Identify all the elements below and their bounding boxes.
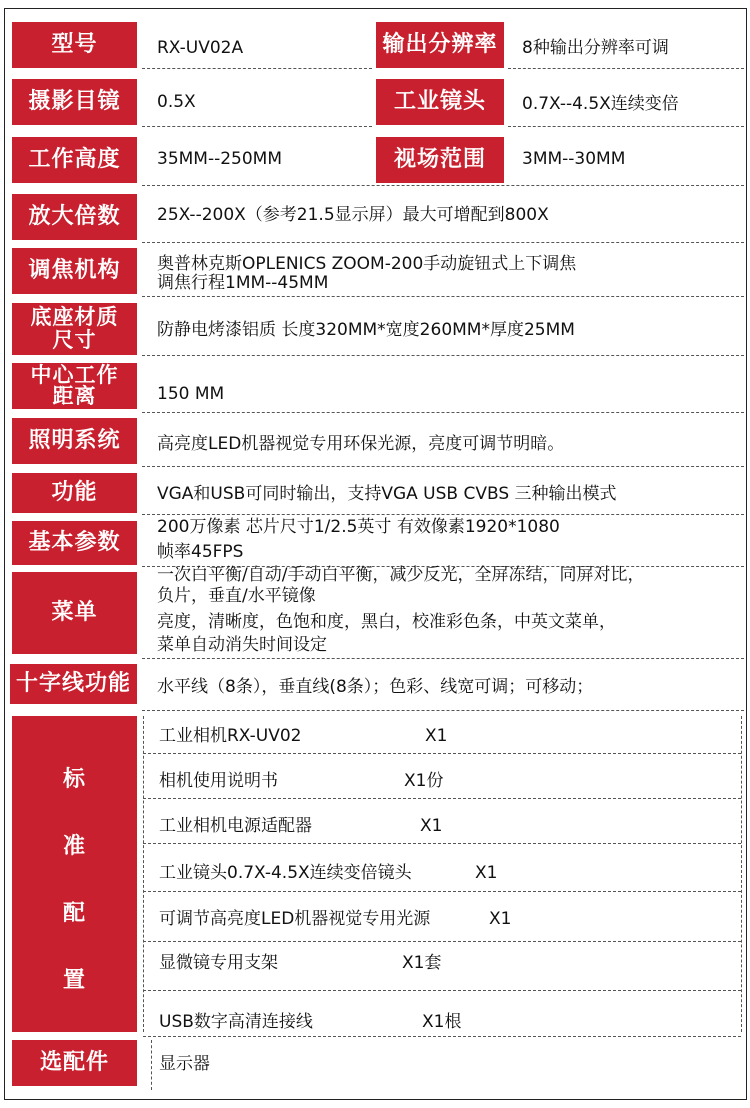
divider xyxy=(142,68,372,69)
divider xyxy=(143,990,741,991)
value-basic-params-line2: 帧率45FPS xyxy=(157,542,244,562)
divider-vertical xyxy=(741,716,742,1032)
label-center-distance-line2: 距离 xyxy=(52,384,97,408)
label-base-material-line2: 尺寸 xyxy=(52,328,97,352)
value-focus-line1: 奥普林克斯OPLENICS ZOOM-200手动旋钮式上下调焦 xyxy=(157,254,577,274)
value-menu-line3: 亮度，清晰度，色饱和度，黑白，校准彩色条，中英文菜单， xyxy=(157,612,616,632)
standard-item-name: USB数字高清连接线 xyxy=(159,1012,313,1032)
divider xyxy=(142,412,744,413)
value-optional: 显示器 xyxy=(159,1054,210,1074)
label-model: 型号 xyxy=(12,22,137,68)
label-menu: 菜单 xyxy=(12,572,137,654)
label-magnification: 放大倍数 xyxy=(12,194,137,240)
value-field-of-view: 3MM--30MM xyxy=(522,149,626,169)
value-crosshair: 水平线（8条），垂直线(8条）；色彩、线宽可调；可移动； xyxy=(157,677,594,697)
divider xyxy=(143,1036,741,1037)
label-focus-mechanism: 调焦机构 xyxy=(12,248,137,294)
label-function: 功能 xyxy=(12,473,137,513)
standard-item-qty: X1 xyxy=(475,863,498,883)
standard-item-name: 显微镜专用支架 xyxy=(159,953,278,973)
label-field-of-view: 视场范围 xyxy=(376,137,504,183)
standard-char-3: 配 xyxy=(62,900,86,926)
standard-char-1: 标 xyxy=(62,766,86,792)
label-base-material xyxy=(12,303,137,355)
value-center-working-distance: 150 MM xyxy=(157,384,225,404)
divider xyxy=(143,941,741,942)
divider xyxy=(143,798,741,799)
label-optional: 选配件 xyxy=(12,1040,137,1086)
value-function: VGA和USB可同时输出，支持VGA USB CVBS 三种输出模式 xyxy=(157,484,617,504)
divider xyxy=(143,891,741,892)
label-crosshair: 十字线功能 xyxy=(10,664,137,704)
divider xyxy=(508,68,744,69)
divider xyxy=(142,296,744,297)
divider xyxy=(143,753,741,754)
value-basic-params-line1: 200万像素 芯片尺寸1/2.5英寸 有效像素1920*1080 xyxy=(157,517,560,537)
divider xyxy=(142,658,744,659)
value-eyepiece: 0.5X xyxy=(157,92,196,112)
value-menu-line1: 一次白平衡/自动/手动白平衡，减少反光，全屏冻结，同屏对比， xyxy=(157,565,645,585)
divider xyxy=(142,126,372,127)
value-working-height: 35MM--250MM xyxy=(157,149,283,169)
value-output-resolution: 8种输出分辨率可调 xyxy=(522,38,669,58)
label-working-height: 工作高度 xyxy=(12,137,137,183)
value-menu-line4: 菜单自动消失时间设定 xyxy=(157,635,327,655)
label-center-working-distance xyxy=(12,363,137,409)
standard-item-qty: X1 xyxy=(420,816,443,836)
standard-item-name: 工业镜头0.7X-4.5X连续变倍镜头 xyxy=(159,863,412,883)
standard-item-qty: X1 xyxy=(489,909,512,929)
standard-item-name: 工业相机电源适配器 xyxy=(159,816,312,836)
divider-vertical xyxy=(151,1040,152,1090)
label-industrial-lens: 工业镜头 xyxy=(376,79,504,125)
value-lighting: 高亮度LED机器视觉专用环保光源，亮度可调节明暗。 xyxy=(157,434,565,454)
value-magnification: 25X--200X（参考21.5显示屏）最大可增配到800X xyxy=(157,205,549,225)
value-focus-line2: 调焦行程1MM--45MM xyxy=(157,273,329,293)
label-eyepiece: 摄影目镜 xyxy=(12,79,137,125)
standard-item-name: 相机使用说明书 xyxy=(159,771,278,791)
divider xyxy=(508,126,744,127)
divider xyxy=(143,843,741,844)
standard-item-qty: X1套 xyxy=(402,953,442,973)
divider xyxy=(142,710,744,711)
standard-item-qty: X1 xyxy=(425,726,448,746)
divider xyxy=(142,514,744,515)
value-base-material: 防静电烤漆铝质 长度320MM*宽度260MM*厚度25MM xyxy=(157,320,575,340)
standard-item-qty: X1份 xyxy=(404,771,444,791)
divider xyxy=(142,466,744,467)
value-industrial-lens: 0.7X--4.5X连续变倍 xyxy=(522,94,679,114)
divider xyxy=(142,185,744,186)
divider xyxy=(142,355,744,356)
standard-char-4: 置 xyxy=(62,967,86,993)
standard-item-name: 工业相机RX-UV02 xyxy=(159,726,302,746)
label-base-material-line1: 底座材质 xyxy=(30,305,119,329)
standard-item-name: 可调节高亮度LED机器视觉专用光源 xyxy=(159,909,431,929)
label-lighting: 照明系统 xyxy=(12,418,137,464)
value-model: RX-UV02A xyxy=(157,38,244,58)
label-output-resolution: 输出分辨率 xyxy=(376,22,504,68)
divider xyxy=(142,242,744,243)
standard-item-qty: X1根 xyxy=(422,1012,462,1032)
label-center-distance-line1: 中心工作 xyxy=(30,363,119,387)
value-menu-line2: 负片，垂直/水平镜像 xyxy=(157,586,316,606)
label-standard-config xyxy=(12,716,137,1032)
label-basic-params: 基本参数 xyxy=(12,521,137,565)
divider-vertical xyxy=(143,716,144,1032)
standard-char-2: 准 xyxy=(62,833,86,859)
